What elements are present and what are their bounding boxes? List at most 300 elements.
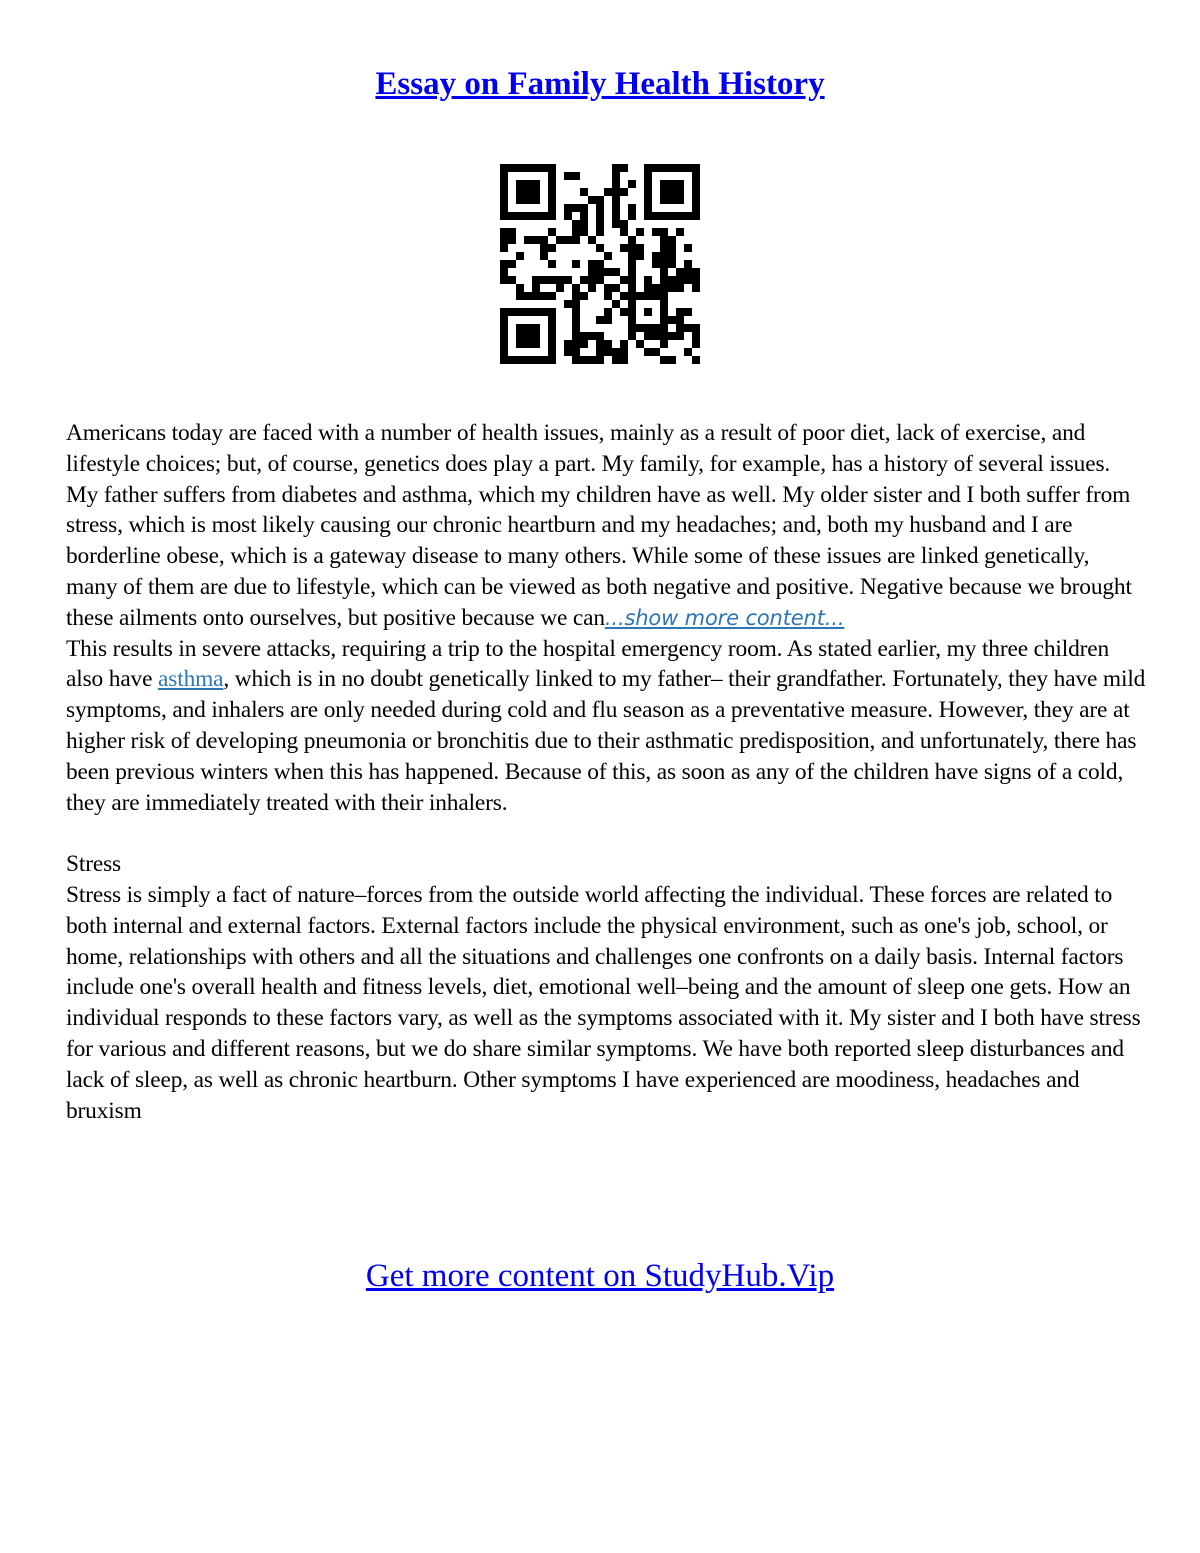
qr-module bbox=[580, 220, 588, 228]
qr-module bbox=[580, 204, 588, 212]
qr-module bbox=[668, 196, 676, 204]
qr-module bbox=[572, 324, 580, 332]
qr-module bbox=[508, 228, 516, 236]
qr-module bbox=[548, 340, 556, 348]
qr-module bbox=[548, 188, 556, 196]
qr-module bbox=[612, 220, 620, 228]
qr-module bbox=[644, 188, 652, 196]
qr-module bbox=[596, 356, 604, 364]
qr-module bbox=[628, 252, 636, 260]
qr-module bbox=[644, 204, 652, 212]
qr-module bbox=[548, 308, 556, 316]
qr-module bbox=[524, 212, 532, 220]
qr-module bbox=[588, 332, 596, 340]
qr-module bbox=[676, 180, 684, 188]
qr-module bbox=[652, 228, 660, 236]
qr-module bbox=[500, 268, 508, 276]
qr-module bbox=[644, 292, 652, 300]
qr-module bbox=[604, 308, 612, 316]
qr-module bbox=[636, 252, 644, 260]
qr-module bbox=[500, 244, 508, 252]
qr-module bbox=[516, 292, 524, 300]
qr-module bbox=[532, 196, 540, 204]
qr-module bbox=[516, 164, 524, 172]
qr-module bbox=[620, 188, 628, 196]
qr-module bbox=[556, 284, 564, 292]
qr-module bbox=[668, 236, 676, 244]
qr-module bbox=[604, 292, 612, 300]
qr-module bbox=[516, 332, 524, 340]
qr-module bbox=[516, 212, 524, 220]
qr-module bbox=[692, 212, 700, 220]
qr-module bbox=[540, 356, 548, 364]
qr-module bbox=[668, 316, 676, 324]
qr-module bbox=[652, 324, 660, 332]
qr-module bbox=[692, 276, 700, 284]
qr-module bbox=[684, 308, 692, 316]
qr-module bbox=[524, 180, 532, 188]
qr-module bbox=[676, 228, 684, 236]
title-link[interactable]: Essay on Family Health History bbox=[375, 66, 825, 102]
qr-module bbox=[620, 228, 628, 236]
qr-module bbox=[596, 196, 604, 204]
qr-module bbox=[596, 212, 604, 220]
qr-module bbox=[628, 316, 636, 324]
qr-module bbox=[564, 300, 572, 308]
qr-module bbox=[684, 324, 692, 332]
qr-module bbox=[588, 196, 596, 204]
qr-module bbox=[596, 260, 604, 268]
qr-module bbox=[540, 212, 548, 220]
qr-module bbox=[660, 332, 668, 340]
qr-module bbox=[564, 236, 572, 244]
qr-module bbox=[524, 196, 532, 204]
qr-module bbox=[500, 228, 508, 236]
qr-module bbox=[620, 340, 628, 348]
qr-module bbox=[572, 300, 580, 308]
qr-module bbox=[644, 180, 652, 188]
qr-module bbox=[572, 316, 580, 324]
qr-module bbox=[532, 308, 540, 316]
qr-module bbox=[532, 340, 540, 348]
qr-module bbox=[684, 244, 692, 252]
qr-module bbox=[588, 276, 596, 284]
qr-module bbox=[692, 268, 700, 276]
qr-module bbox=[676, 324, 684, 332]
qr-module bbox=[556, 276, 564, 284]
qr-code-image bbox=[500, 164, 700, 364]
qr-module bbox=[660, 196, 668, 204]
qr-module bbox=[660, 276, 668, 284]
qr-module bbox=[652, 260, 660, 268]
qr-module bbox=[676, 212, 684, 220]
qr-module bbox=[620, 164, 628, 172]
qr-module bbox=[500, 212, 508, 220]
qr-module bbox=[596, 348, 604, 356]
qr-module bbox=[532, 284, 540, 292]
qr-module bbox=[540, 276, 548, 284]
qr-module bbox=[660, 260, 668, 268]
qr-module bbox=[548, 348, 556, 356]
qr-module bbox=[580, 292, 588, 300]
qr-module bbox=[644, 276, 652, 284]
qr-module bbox=[516, 188, 524, 196]
qr-module bbox=[628, 300, 636, 308]
qr-module bbox=[500, 260, 508, 268]
qr-module bbox=[692, 188, 700, 196]
qr-module bbox=[540, 292, 548, 300]
qr-module bbox=[668, 260, 676, 268]
get-more-content-link[interactable]: Get more content on StudyHub.Vip bbox=[365, 1258, 835, 1294]
qr-module bbox=[652, 292, 660, 300]
qr-module bbox=[636, 324, 644, 332]
qr-module bbox=[524, 356, 532, 364]
qr-module bbox=[652, 284, 660, 292]
qr-module bbox=[628, 284, 636, 292]
qr-module bbox=[612, 196, 620, 204]
qr-module bbox=[500, 188, 508, 196]
qr-module bbox=[580, 340, 588, 348]
qr-module bbox=[604, 188, 612, 196]
footer bbox=[0, 1254, 1200, 1298]
qr-module bbox=[516, 356, 524, 364]
qr-module bbox=[580, 212, 588, 220]
qr-module bbox=[572, 292, 580, 300]
qr-module bbox=[500, 332, 508, 340]
qr-module bbox=[500, 316, 508, 324]
qr-module bbox=[668, 356, 676, 364]
qr-module bbox=[500, 348, 508, 356]
qr-module bbox=[588, 356, 596, 364]
qr-module bbox=[532, 236, 540, 244]
qr-module bbox=[500, 308, 508, 316]
qr-module bbox=[524, 236, 532, 244]
qr-module bbox=[668, 188, 676, 196]
qr-module bbox=[548, 356, 556, 364]
qr-module bbox=[596, 340, 604, 348]
qr-module bbox=[540, 308, 548, 316]
qr-module bbox=[628, 324, 636, 332]
paragraph-spacer bbox=[66, 818, 1146, 849]
qr-module bbox=[508, 260, 516, 268]
qr-module bbox=[500, 172, 508, 180]
qr-module bbox=[676, 316, 684, 324]
qr-module bbox=[588, 268, 596, 276]
qr-module bbox=[620, 276, 628, 284]
qr-module bbox=[572, 356, 580, 364]
qr-module bbox=[692, 332, 700, 340]
qr-module bbox=[548, 172, 556, 180]
qr-module bbox=[548, 164, 556, 172]
qr-module bbox=[564, 172, 572, 180]
qr-module bbox=[572, 308, 580, 316]
qr-module bbox=[516, 180, 524, 188]
qr-module bbox=[500, 324, 508, 332]
qr-module bbox=[660, 236, 668, 244]
qr-module bbox=[660, 164, 668, 172]
qr-module bbox=[548, 212, 556, 220]
qr-module bbox=[676, 276, 684, 284]
qr-module bbox=[612, 180, 620, 188]
qr-module bbox=[692, 196, 700, 204]
qr-module bbox=[524, 308, 532, 316]
qr-module bbox=[628, 308, 636, 316]
qr-module bbox=[588, 260, 596, 268]
qr-module bbox=[676, 188, 684, 196]
qr-module bbox=[644, 212, 652, 220]
qr-module bbox=[676, 268, 684, 276]
qr-module bbox=[676, 164, 684, 172]
paragraph-1-text: Americans today are faced with a number of health issues, mainly as a result of poor diet, lack of exercise, and lifestyle choices; but, of course, genetics does play a part. My family, for example, has a history of several issues. My father suffers from diabetes and asthma, which my children have as well. My older sister and I both suffer from stress, which is most likely causing our chronic heartburn and my headaches; and, both my husband and I are borderline obese, which is a gateway disease to many others. While some of these issues are linked genetically, many of them are due to lifestyle, which can be viewed as both negative and positive. Negative because we brought these ailments onto ourselves, but positive because we can bbox=[66, 420, 1132, 631]
qr-module bbox=[596, 244, 604, 252]
qr-module bbox=[572, 236, 580, 244]
qr-module bbox=[660, 212, 668, 220]
qr-module bbox=[660, 324, 668, 332]
qr-module bbox=[668, 252, 676, 260]
qr-module bbox=[676, 332, 684, 340]
page-title bbox=[0, 62, 1200, 106]
qr-module bbox=[684, 276, 692, 284]
qr-module bbox=[540, 252, 548, 260]
qr-module bbox=[684, 164, 692, 172]
qr-module bbox=[612, 212, 620, 220]
qr-module bbox=[524, 324, 532, 332]
qr-module bbox=[604, 316, 612, 324]
qr-module bbox=[548, 244, 556, 252]
qr-module bbox=[532, 324, 540, 332]
qr-module bbox=[604, 284, 612, 292]
qr-module bbox=[628, 292, 636, 300]
qr-module bbox=[636, 292, 644, 300]
qr-module bbox=[516, 196, 524, 204]
qr-module bbox=[572, 332, 580, 340]
section-heading-stress: Stress bbox=[66, 851, 121, 878]
qr-module bbox=[524, 332, 532, 340]
qr-module bbox=[668, 180, 676, 188]
qr-module bbox=[516, 284, 524, 292]
qr-module bbox=[692, 284, 700, 292]
qr-module bbox=[620, 292, 628, 300]
qr-module bbox=[604, 252, 612, 260]
essay-paragraph-2 bbox=[66, 634, 1146, 819]
qr-module bbox=[612, 204, 620, 212]
qr-module bbox=[612, 164, 620, 172]
qr-module bbox=[684, 348, 692, 356]
qr-module bbox=[660, 300, 668, 308]
qr-module bbox=[668, 244, 676, 252]
qr-module bbox=[644, 308, 652, 316]
qr-module bbox=[676, 284, 684, 292]
qr-module bbox=[500, 340, 508, 348]
qr-module bbox=[508, 356, 516, 364]
qr-module bbox=[612, 268, 620, 276]
qr-module bbox=[660, 316, 668, 324]
qr-module bbox=[540, 164, 548, 172]
qr-module bbox=[668, 284, 676, 292]
qr-module bbox=[676, 196, 684, 204]
qr-module bbox=[596, 316, 604, 324]
qr-module bbox=[596, 276, 604, 284]
qr-module bbox=[500, 164, 508, 172]
qr-module bbox=[668, 164, 676, 172]
qr-module bbox=[660, 340, 668, 348]
qr-module bbox=[572, 284, 580, 292]
qr-module bbox=[572, 220, 580, 228]
qr-module bbox=[612, 356, 620, 364]
qr-module bbox=[660, 180, 668, 188]
qr-module bbox=[636, 340, 644, 348]
qr-module bbox=[532, 164, 540, 172]
qr-module bbox=[692, 340, 700, 348]
qr-module bbox=[508, 308, 516, 316]
qr-module bbox=[652, 348, 660, 356]
qr-module bbox=[660, 308, 668, 316]
qr-module bbox=[500, 204, 508, 212]
qr-module bbox=[628, 212, 636, 220]
qr-module bbox=[660, 188, 668, 196]
qr-module bbox=[620, 356, 628, 364]
qr-module bbox=[684, 212, 692, 220]
qr-module bbox=[516, 308, 524, 316]
qr-module bbox=[692, 356, 700, 364]
qr-module bbox=[572, 260, 580, 268]
qr-module bbox=[660, 284, 668, 292]
qr-module bbox=[524, 292, 532, 300]
qr-module bbox=[612, 348, 620, 356]
qr-module bbox=[612, 188, 620, 196]
qr-module bbox=[596, 204, 604, 212]
qr-module bbox=[636, 228, 644, 236]
qr-module bbox=[692, 324, 700, 332]
qr-module bbox=[660, 252, 668, 260]
paragraph-2-text-start: This results in severe attacks, requiring a trip to the hospital emergency room. As stated earlier, my three children also have bbox=[66, 635, 1110, 693]
qr-module bbox=[580, 276, 588, 284]
qr-module bbox=[668, 212, 676, 220]
qr-module bbox=[660, 292, 668, 300]
qr-module bbox=[596, 228, 604, 236]
essay-body bbox=[66, 418, 1146, 1126]
qr-module bbox=[676, 308, 684, 316]
qr-module bbox=[596, 220, 604, 228]
qr-module bbox=[532, 356, 540, 364]
qr-module bbox=[652, 212, 660, 220]
qr-module bbox=[692, 172, 700, 180]
qr-module bbox=[524, 188, 532, 196]
qr-module bbox=[644, 324, 652, 332]
qr-module bbox=[516, 324, 524, 332]
qr-module bbox=[628, 236, 636, 244]
qr-module bbox=[500, 180, 508, 188]
qr-module bbox=[572, 348, 580, 356]
qr-module bbox=[572, 228, 580, 236]
qr-module bbox=[652, 332, 660, 340]
qr-module bbox=[668, 276, 676, 284]
qr-module bbox=[620, 308, 628, 316]
qr-module bbox=[548, 332, 556, 340]
qr-module bbox=[532, 180, 540, 188]
qr-module bbox=[660, 228, 668, 236]
qr-module bbox=[644, 332, 652, 340]
qr-module bbox=[692, 180, 700, 188]
asthma-link[interactable]: asthma bbox=[158, 666, 224, 693]
qr-module bbox=[668, 332, 676, 340]
qr-module bbox=[564, 340, 572, 348]
qr-module bbox=[628, 204, 636, 212]
qr-module bbox=[540, 244, 548, 252]
qr-module bbox=[508, 276, 516, 284]
qr-module bbox=[604, 348, 612, 356]
qr-module bbox=[652, 164, 660, 172]
qr-module bbox=[684, 268, 692, 276]
qr-module bbox=[612, 172, 620, 180]
qr-module bbox=[652, 252, 660, 260]
qr-module bbox=[532, 292, 540, 300]
qr-module bbox=[644, 284, 652, 292]
qr-code bbox=[500, 164, 700, 364]
qr-module bbox=[508, 164, 516, 172]
qr-module bbox=[620, 220, 628, 228]
qr-module bbox=[692, 164, 700, 172]
qr-module bbox=[572, 204, 580, 212]
qr-module bbox=[548, 204, 556, 212]
qr-module bbox=[580, 188, 588, 196]
qr-module bbox=[564, 212, 572, 220]
qr-module bbox=[524, 164, 532, 172]
qr-module bbox=[628, 260, 636, 268]
paragraph-2-text-end: , which is in no doubt genetically linked to my father– their grandfather. Fortunately, they have mild symptoms, and inhalers are only needed during cold and flu season as a preventative measure. However, they are at higher risk of developing pneumonia or bronchitis due to their asthmatic predisposition, and unfortunately, there has been previous winters when this has happened. Because of this, as soon as any of the children have signs of a cold, they are immediately treated with their inhalers. bbox=[66, 666, 1146, 816]
qr-module bbox=[644, 164, 652, 172]
show-more-link[interactable]: ...show more content... bbox=[604, 605, 845, 630]
qr-module bbox=[532, 332, 540, 340]
qr-module bbox=[516, 252, 524, 260]
qr-module bbox=[548, 292, 556, 300]
qr-module bbox=[500, 236, 508, 244]
qr-module bbox=[548, 260, 556, 268]
qr-module bbox=[580, 332, 588, 340]
qr-module bbox=[564, 276, 572, 284]
qr-module bbox=[644, 348, 652, 356]
qr-module bbox=[524, 340, 532, 348]
qr-module bbox=[660, 244, 668, 252]
qr-module bbox=[540, 236, 548, 244]
qr-module bbox=[628, 180, 636, 188]
qr-module bbox=[644, 172, 652, 180]
qr-module bbox=[548, 324, 556, 332]
qr-module bbox=[612, 300, 620, 308]
qr-module bbox=[532, 276, 540, 284]
qr-module bbox=[612, 284, 620, 292]
qr-module bbox=[516, 340, 524, 348]
qr-module bbox=[620, 244, 628, 252]
qr-module bbox=[604, 340, 612, 348]
qr-module bbox=[660, 356, 668, 364]
qr-module bbox=[580, 228, 588, 236]
qr-module bbox=[548, 316, 556, 324]
qr-module bbox=[660, 268, 668, 276]
qr-module bbox=[532, 188, 540, 196]
qr-module bbox=[628, 276, 636, 284]
qr-module bbox=[548, 196, 556, 204]
qr-module bbox=[564, 348, 572, 356]
qr-module bbox=[572, 340, 580, 348]
qr-module bbox=[500, 196, 508, 204]
qr-module bbox=[620, 348, 628, 356]
qr-module bbox=[628, 268, 636, 276]
qr-module bbox=[556, 236, 564, 244]
qr-module bbox=[684, 260, 692, 268]
qr-module bbox=[596, 332, 604, 340]
qr-module bbox=[588, 236, 596, 244]
